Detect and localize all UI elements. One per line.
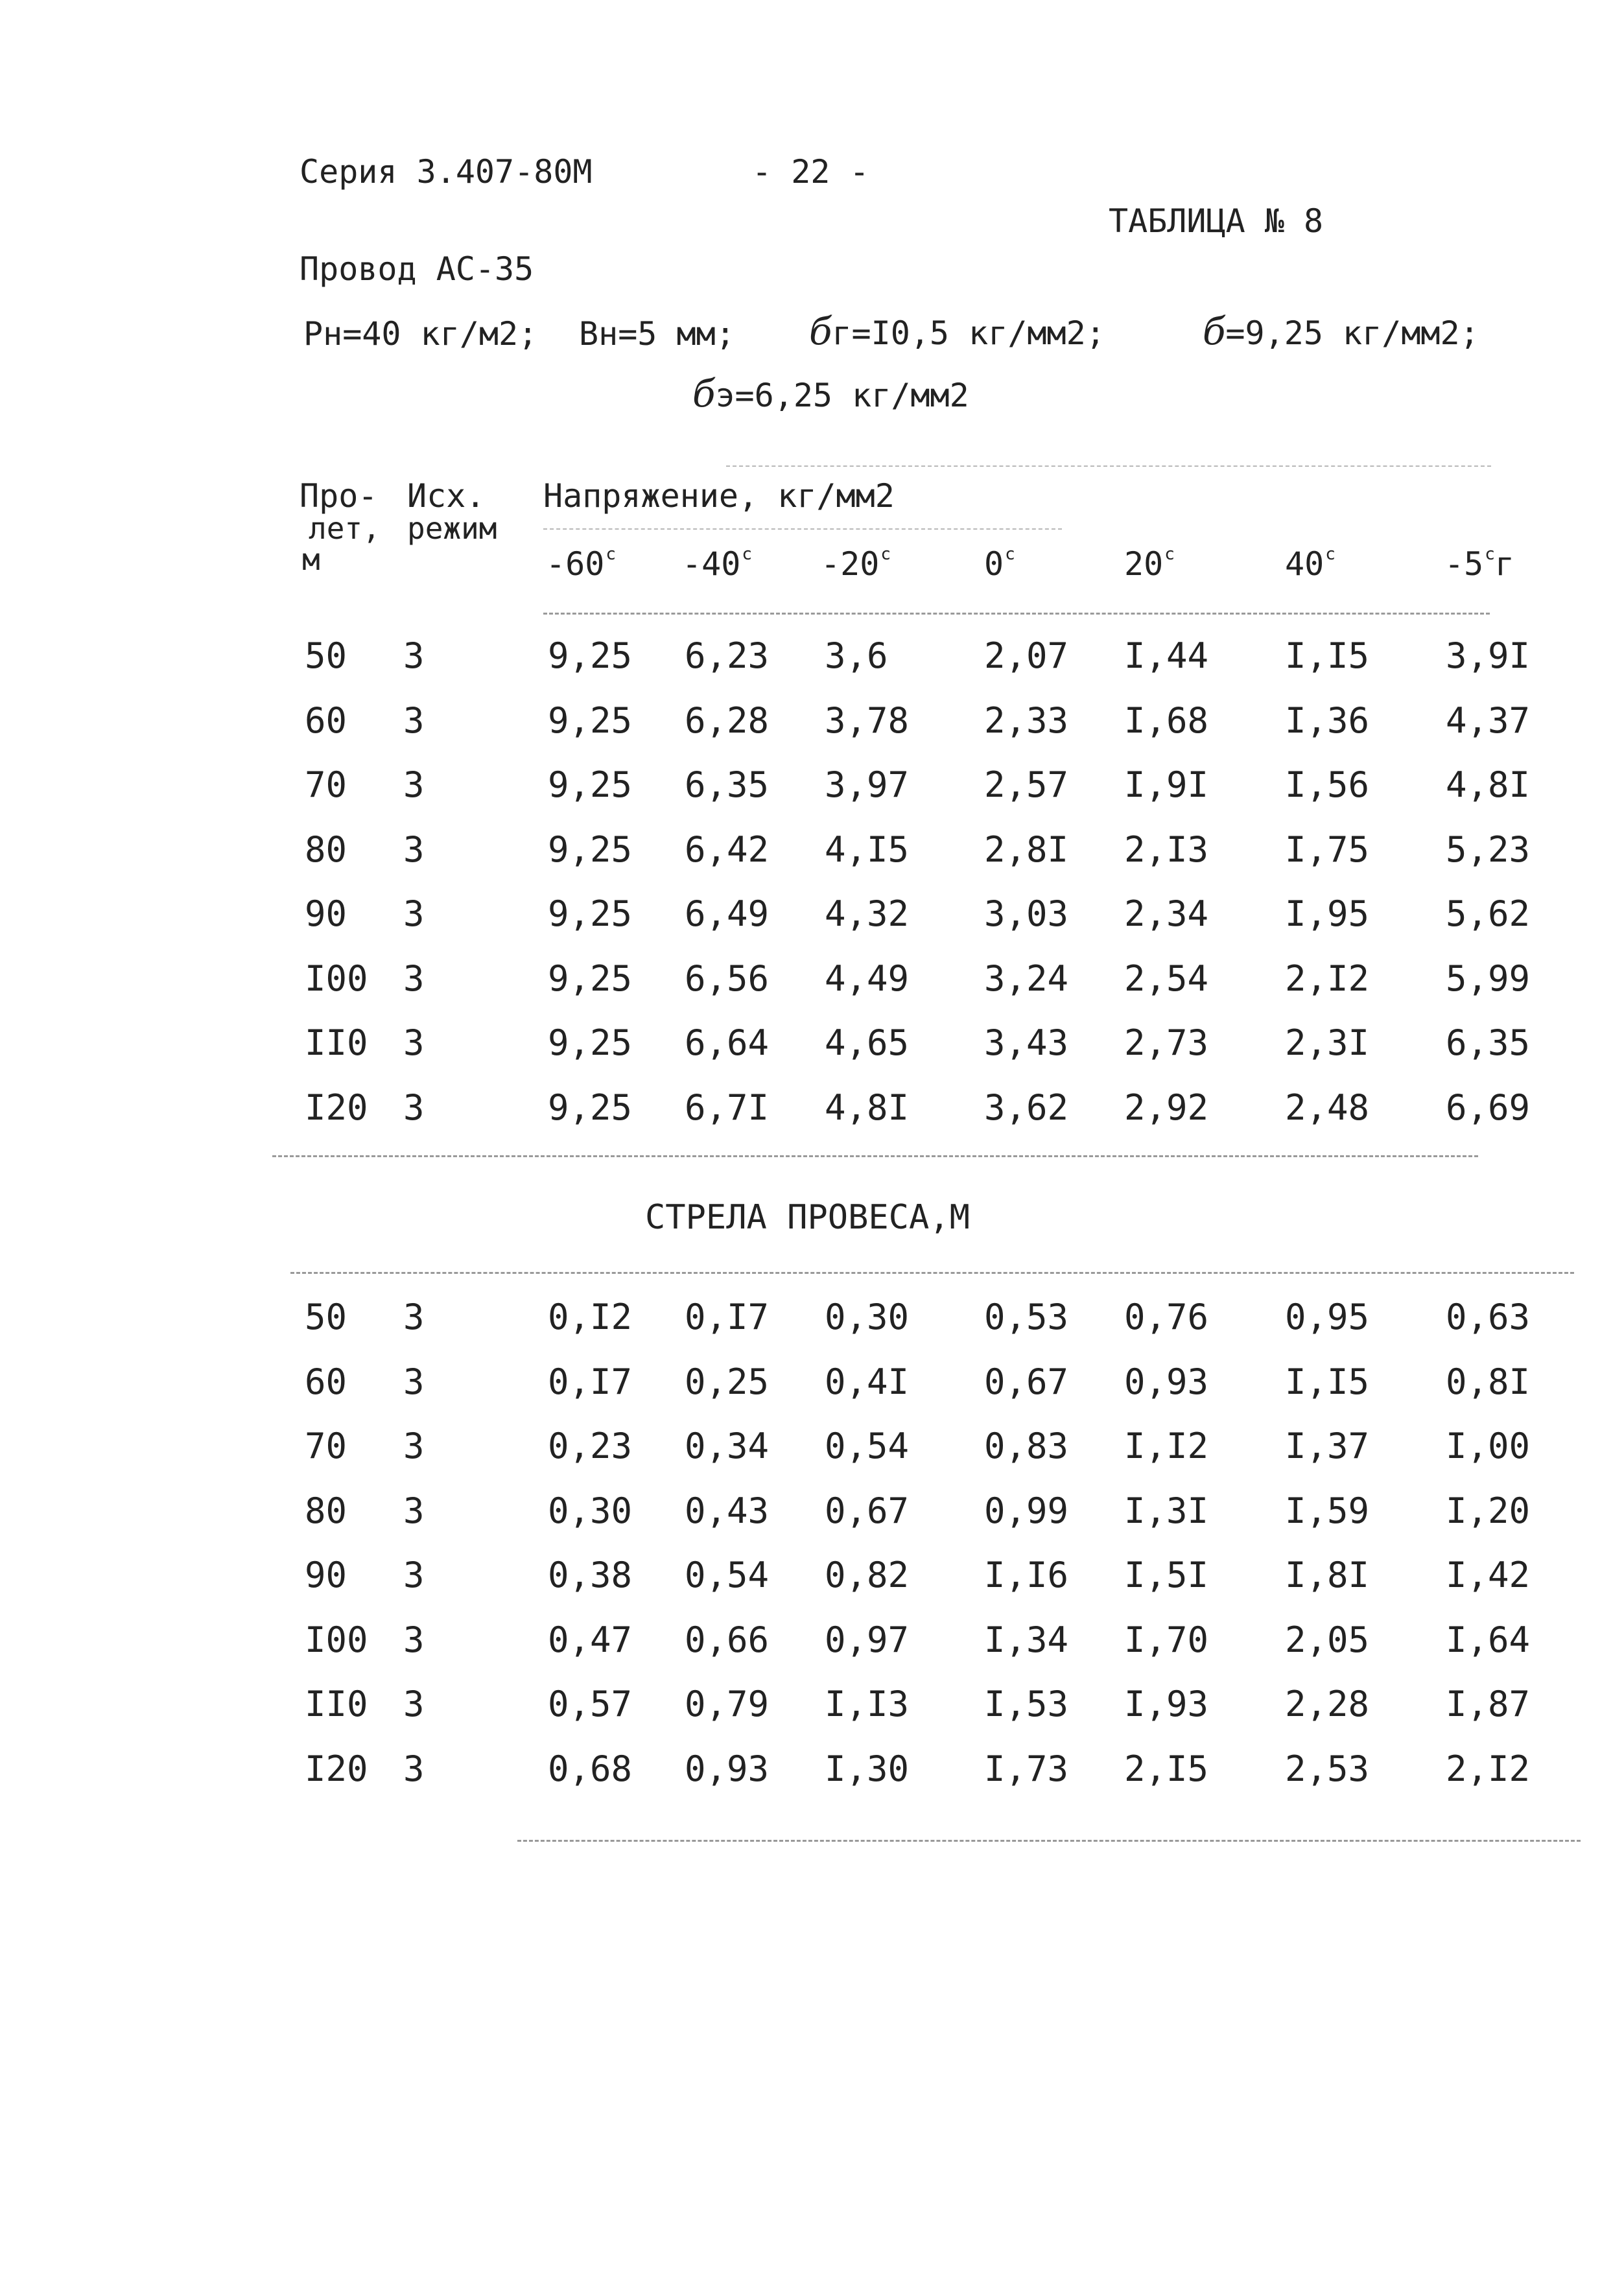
table-cell: I,56 bbox=[1285, 764, 1370, 805]
table-cell: 3,03 bbox=[984, 893, 1069, 934]
table-cell: 0,79 bbox=[685, 1684, 770, 1724]
table-cell: 6,35 bbox=[685, 764, 770, 805]
table-cell: 0,30 bbox=[548, 1490, 633, 1531]
table-cell: 60 bbox=[305, 1361, 347, 1402]
page-number: - 22 - bbox=[752, 153, 869, 191]
param-sigma-g: бг=I0,5 кг/мм2; bbox=[809, 309, 1105, 353]
table-cell: 0,I2 bbox=[548, 1297, 633, 1337]
table-cell: 70 bbox=[305, 764, 347, 805]
table-cell: I00 bbox=[305, 1619, 368, 1660]
table-cell: I,3I bbox=[1124, 1490, 1209, 1531]
table-cell: 6,49 bbox=[685, 893, 770, 934]
table-cell: 3,62 bbox=[984, 1087, 1069, 1128]
table-cell: I20 bbox=[305, 1087, 368, 1128]
table-cell: 0,4I bbox=[825, 1361, 910, 1402]
header-bottom-rule bbox=[543, 613, 1490, 615]
series-label: Серия 3.407-80М bbox=[300, 153, 593, 191]
table-cell: 0,76 bbox=[1124, 1297, 1209, 1337]
table-cell: 0,93 bbox=[685, 1748, 770, 1789]
table-cell: I00 bbox=[305, 958, 368, 999]
col-span-header-l3: м bbox=[302, 542, 320, 577]
table-cell: I,42 bbox=[1446, 1555, 1531, 1595]
table-cell: 4,I5 bbox=[825, 829, 910, 870]
table-cell: 2,73 bbox=[1124, 1022, 1209, 1063]
table-cell: 2,I2 bbox=[1285, 958, 1370, 999]
temperature-header-cell: 0$^c$ bbox=[984, 545, 1015, 583]
col-span-header-l2: лет, bbox=[309, 511, 381, 546]
table-cell: 4,8I bbox=[825, 1087, 910, 1128]
col-mode-header-l2: режим bbox=[407, 511, 497, 546]
table-cell: 3 bbox=[403, 958, 425, 999]
table-cell: I,93 bbox=[1124, 1684, 1209, 1724]
table-cell: 2,28 bbox=[1285, 1684, 1370, 1724]
table-cell: 0,63 bbox=[1446, 1297, 1531, 1337]
table-cell: 4,37 bbox=[1446, 700, 1531, 741]
temperature-header-cell: -40$^c$ bbox=[682, 545, 752, 583]
table-cell: 2,57 bbox=[984, 764, 1069, 805]
table-cell: 6,56 bbox=[685, 958, 770, 999]
table-cell: 0,57 bbox=[548, 1684, 633, 1724]
table-cell: II0 bbox=[305, 1684, 368, 1724]
table-cell: 0,66 bbox=[685, 1619, 770, 1660]
sag-top-rule bbox=[290, 1272, 1574, 1274]
table-cell: 4,65 bbox=[825, 1022, 910, 1063]
table-cell: 3,97 bbox=[825, 764, 910, 805]
param-pn: Рн=40 кг/м2; bbox=[303, 315, 538, 353]
table-cell: 3,24 bbox=[984, 958, 1069, 999]
table-cell: 2,I2 bbox=[1446, 1748, 1531, 1789]
temperature-header-cell: -20$^c$ bbox=[821, 545, 891, 583]
table-cell: 0,93 bbox=[1124, 1361, 1209, 1402]
table-cell: 4,8I bbox=[1446, 764, 1531, 805]
header-top-rule bbox=[726, 465, 1491, 467]
table-cell: 6,64 bbox=[685, 1022, 770, 1063]
table-cell: 6,28 bbox=[685, 700, 770, 741]
table-cell: 0,43 bbox=[685, 1490, 770, 1531]
table-cell: 50 bbox=[305, 1297, 347, 1337]
table-cell: II0 bbox=[305, 1022, 368, 1063]
table-cell: I,75 bbox=[1285, 829, 1370, 870]
sag-bottom-rule bbox=[517, 1840, 1581, 1842]
table-cell: 9,25 bbox=[548, 1022, 633, 1063]
table-cell: 2,05 bbox=[1285, 1619, 1370, 1660]
table-cell: 3 bbox=[403, 1684, 425, 1724]
table-cell: 2,92 bbox=[1124, 1087, 1209, 1128]
table-cell: 6,42 bbox=[685, 829, 770, 870]
table-cell: 3 bbox=[403, 1361, 425, 1402]
table-cell: 0,82 bbox=[825, 1555, 910, 1595]
table-cell: I,44 bbox=[1124, 635, 1209, 676]
table-cell: 9,25 bbox=[548, 700, 633, 741]
table-cell: 3 bbox=[403, 1297, 425, 1337]
table-cell: 6,35 bbox=[1446, 1022, 1531, 1063]
table-cell: I,34 bbox=[984, 1619, 1069, 1660]
table-cell: 0,95 bbox=[1285, 1297, 1370, 1337]
table-cell: 80 bbox=[305, 829, 347, 870]
table-cell: I,I5 bbox=[1285, 635, 1370, 676]
stress-header: Напряжение, кг/мм2 bbox=[543, 477, 895, 515]
param-bn: Вн=5 мм; bbox=[579, 315, 735, 353]
table-cell: 3 bbox=[403, 1022, 425, 1063]
table-cell: 0,54 bbox=[825, 1426, 910, 1466]
table-cell: I,9I bbox=[1124, 764, 1209, 805]
table-cell: 3 bbox=[403, 1490, 425, 1531]
table-cell: 2,I3 bbox=[1124, 829, 1209, 870]
table-cell: 0,67 bbox=[984, 1361, 1069, 1402]
param-sigma-e: бэ=6,25 кг/мм2 bbox=[692, 371, 969, 416]
table-cell: 0,30 bbox=[825, 1297, 910, 1337]
table-cell: 9,25 bbox=[548, 635, 633, 676]
table-cell: 2,48 bbox=[1285, 1087, 1370, 1128]
table-cell: 5,99 bbox=[1446, 958, 1531, 999]
table-cell: I,68 bbox=[1124, 700, 1209, 741]
table-cell: 9,25 bbox=[548, 1087, 633, 1128]
temperature-header-cell: -60$^c$ bbox=[546, 545, 616, 583]
sigma-symbol: б bbox=[809, 309, 832, 353]
table-cell: 70 bbox=[305, 1426, 347, 1466]
param-sigma-minus: б=9,25 кг/мм2; bbox=[1203, 309, 1479, 353]
table-cell: 4,32 bbox=[825, 893, 910, 934]
table-cell: I,87 bbox=[1446, 1684, 1531, 1724]
table-cell: 3 bbox=[403, 893, 425, 934]
table-cell: 80 bbox=[305, 1490, 347, 1531]
table-cell: 0,25 bbox=[685, 1361, 770, 1402]
temperature-header-cell: -5$^c$г bbox=[1444, 545, 1514, 583]
table-cell: 3,9I bbox=[1446, 635, 1531, 676]
table-cell: 2,8I bbox=[984, 829, 1069, 870]
col-span-header-l1: Про- bbox=[300, 477, 378, 515]
table-cell: 3 bbox=[403, 1087, 425, 1128]
table-cell: 0,83 bbox=[984, 1426, 1069, 1466]
table-cell: 3 bbox=[403, 764, 425, 805]
table-cell: I,95 bbox=[1285, 893, 1370, 934]
table-cell: I,I3 bbox=[825, 1684, 910, 1724]
table-cell: 2,I5 bbox=[1124, 1748, 1209, 1789]
table-cell: I,30 bbox=[825, 1748, 910, 1789]
table-cell: I,59 bbox=[1285, 1490, 1370, 1531]
table-cell: 2,34 bbox=[1124, 893, 1209, 934]
table-cell: 0,23 bbox=[548, 1426, 633, 1466]
table-cell: 0,54 bbox=[685, 1555, 770, 1595]
table-cell: 6,7I bbox=[685, 1087, 770, 1128]
table-cell: 90 bbox=[305, 893, 347, 934]
table-cell: 2,33 bbox=[984, 700, 1069, 741]
table-cell: 9,25 bbox=[548, 829, 633, 870]
sag-section-title: СТРЕЛА ПРОВЕСА,М bbox=[645, 1198, 970, 1237]
table-cell: 0,34 bbox=[685, 1426, 770, 1466]
table-cell: 0,99 bbox=[984, 1490, 1069, 1531]
table-cell: 3,78 bbox=[825, 700, 910, 741]
table-cell: 5,62 bbox=[1446, 893, 1531, 934]
table-cell: 3 bbox=[403, 635, 425, 676]
sigma-symbol: б bbox=[692, 371, 716, 416]
table-cell: 3 bbox=[403, 1748, 425, 1789]
table-cell: 9,25 bbox=[548, 958, 633, 999]
table-cell: 2,3I bbox=[1285, 1022, 1370, 1063]
table-cell: 3 bbox=[403, 829, 425, 870]
table-cell: 2,53 bbox=[1285, 1748, 1370, 1789]
col-mode-header-l1: Исх. bbox=[407, 477, 486, 515]
table-cell: 0,67 bbox=[825, 1490, 910, 1531]
table-cell: 3 bbox=[403, 1619, 425, 1660]
table-cell: 0,97 bbox=[825, 1619, 910, 1660]
table-cell: 60 bbox=[305, 700, 347, 741]
table-cell: 6,23 bbox=[685, 635, 770, 676]
table-cell: 3 bbox=[403, 1555, 425, 1595]
table-cell: 5,23 bbox=[1446, 829, 1531, 870]
table-cell: I,I6 bbox=[984, 1555, 1069, 1595]
table-cell: 2,54 bbox=[1124, 958, 1209, 999]
table-cell: 0,68 bbox=[548, 1748, 633, 1789]
table-cell: 0,I7 bbox=[685, 1297, 770, 1337]
table-cell: 3 bbox=[403, 700, 425, 741]
stress-header-rule bbox=[543, 528, 1062, 530]
wire-type: Провод АС-35 bbox=[300, 250, 534, 288]
table-cell: I,64 bbox=[1446, 1619, 1531, 1660]
table-cell: 3,6 bbox=[825, 635, 888, 676]
sigma-symbol: б bbox=[1203, 309, 1226, 353]
table-cell: 50 bbox=[305, 635, 347, 676]
table-cell: 90 bbox=[305, 1555, 347, 1595]
table-cell: I,20 bbox=[1446, 1490, 1531, 1531]
table-cell: 2,07 bbox=[984, 635, 1069, 676]
table-cell: 3 bbox=[403, 1426, 425, 1466]
table-cell: 4,49 bbox=[825, 958, 910, 999]
table-cell: 0,53 bbox=[984, 1297, 1069, 1337]
temperature-header-cell: 20$^c$ bbox=[1124, 545, 1175, 583]
temperature-header-cell: 40$^c$ bbox=[1285, 545, 1336, 583]
table-cell: 0,47 bbox=[548, 1619, 633, 1660]
table-cell: I,36 bbox=[1285, 700, 1370, 741]
table-cell: 0,I7 bbox=[548, 1361, 633, 1402]
table-cell: I,00 bbox=[1446, 1426, 1531, 1466]
table-cell: 6,69 bbox=[1446, 1087, 1531, 1128]
table-cell: I,5I bbox=[1124, 1555, 1209, 1595]
table-cell: I,73 bbox=[984, 1748, 1069, 1789]
table-cell: I,37 bbox=[1285, 1426, 1370, 1466]
table-cell: I,I2 bbox=[1124, 1426, 1209, 1466]
table-cell: 9,25 bbox=[548, 764, 633, 805]
table-cell: I,I5 bbox=[1285, 1361, 1370, 1402]
stress-bottom-rule bbox=[272, 1155, 1478, 1157]
table-cell: I,53 bbox=[984, 1684, 1069, 1724]
table-cell: I,8I bbox=[1285, 1555, 1370, 1595]
table-cell: I20 bbox=[305, 1748, 368, 1789]
table-cell: I,70 bbox=[1124, 1619, 1209, 1660]
table-cell: 0,8I bbox=[1446, 1361, 1531, 1402]
table-number: ТАБЛИЦА № 8 bbox=[1109, 202, 1324, 240]
table-cell: 0,38 bbox=[548, 1555, 633, 1595]
table-cell: 3,43 bbox=[984, 1022, 1069, 1063]
table-cell: 9,25 bbox=[548, 893, 633, 934]
